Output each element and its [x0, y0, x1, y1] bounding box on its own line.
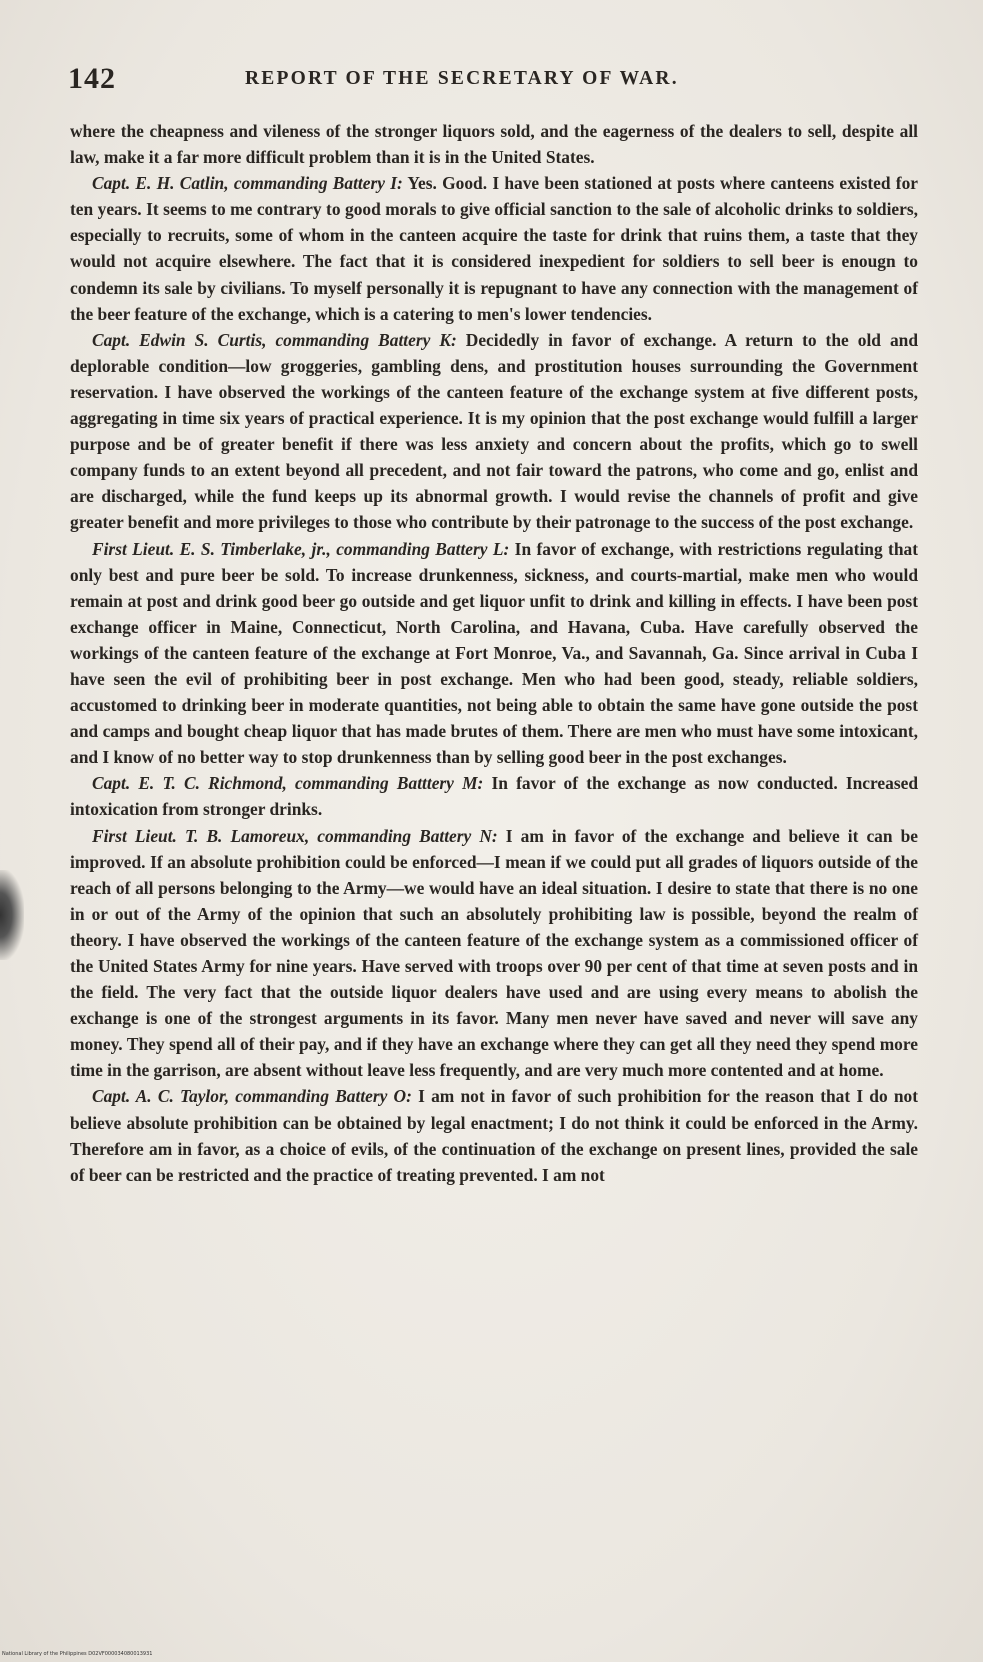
paragraph-lead: First Lieut. E. S. Timberlake, jr., commanding Battery L: — [92, 538, 510, 559]
paragraph-text: In favor of the exchange as now conducted. Increased intoxication from stronger drinks. — [70, 773, 918, 820]
paragraph-catlin — [70, 170, 918, 327]
paragraph-text: I am not in favor of such prohibition for the reason that I do not believe absolute prohibition can be obtained by legal enactment; I do not think it could be enforced in the Army. Therefore am in favor, as a choice of evils, of the continuation of the exchange on present lines, provided the sale of beer can be restricted and the practice of treating prevented. I am not — [70, 1086, 919, 1185]
scan-credit: National Library of the Philippines D02VF000034080013931 — [2, 1651, 153, 1657]
running-title: REPORT OF THE SECRETARY OF WAR. — [245, 68, 679, 89]
body-text — [70, 118, 918, 1188]
binding-shadow — [0, 870, 24, 960]
paragraph-text: Yes. Good. I have been stationed at posts where canteens existed for ten years. It seems to me contrary to good morals to give official sanction to the sale of alcoholic drinks to soldiers, especially to recruits, some of whom in the canteen acquire the taste for drink that ruins them, a taste that they would not acquire elsewhere. The fact that it is considered inexpedient for soldiers to sell beer is enougn to condemn its sale by civilians. To myself personally it is repugnant to have any connection with the management of the beer feature of the exchange, which is a catering to men's lower tendencies. — [70, 173, 919, 324]
paragraph-lead: Capt. Edwin S. Curtis, commanding Battery K: — [92, 329, 457, 350]
paragraph-text: where the cheapness and vileness of the stronger liquors sold, and the eagerness of the dealers to sell, despite all law, make it a far more difficult problem than it is in the United States. — [70, 121, 918, 168]
paragraph-text: In favor of exchange, with restrictions regulating that only best and pure beer be sold. To increase drunkenness, sickness, and courts-martial, make men who would remain at post and drink good beer go outside and get liquor unfit to drink and killing in effects. I have been post exchange officer in Maine, Connecticut, North Carolina, and Havana, Cuba. Have carefully observed the workings of the canteen feature of the exchange at Fort Monroe, Va., and Savannah, Ga. Since arrival in Cuba I have seen the evil of prohibiting beer in post exchange. Men who had been good, steady, reliable soldiers, accustomed to drinking beer in moderate quantities, not being able to obtain the same have gone outside the post and camps and bought cheap liquor that has made brutes of them. There are men who must have some intoxicant, and I know of no better way to stop drunkenness than by selling good beer in the post exchanges. — [70, 538, 918, 768]
paragraph-continuation — [70, 118, 918, 170]
paragraph-taylor — [70, 1083, 918, 1187]
paragraph-curtis — [70, 327, 918, 536]
paragraph-lead: Capt. E. H. Catlin, commanding Battery I: — [92, 173, 403, 194]
paragraph-lead: Capt. A. C. Taylor, commanding Battery O: — [92, 1086, 412, 1107]
paragraph-lead: First Lieut. T. B. Lamoreux, commanding Battery N: — [92, 825, 498, 846]
paragraph-lamoreux — [70, 823, 918, 1084]
paragraph-lead: Capt. E. T. C. Richmond, commanding Batttery M: — [92, 773, 484, 794]
paragraph-timberlake — [70, 536, 918, 771]
paragraph-text: Decidedly in favor of exchange. A return to the old and deplorable condition—low groggeries, gambling dens, and prostitution houses surrounding the Government reservation. I have observed the workings of the canteen feature of the exchange system at five different posts, aggregating in time six years of practical experience. It is my opinion that the post exchange would fulfill a larger purpose and be of greater benefit if there was less anxiety and concern about the profits, which go to swell company funds to an extent beyond all precedent, and not fair toward the patrons, who come and go, enlist and are discharged, while the fund keeps up its abnormal growth. I would revise the channels of profit and give greater benefit and more privileges to those who contribute by their patronage to the success of the post exchange. — [70, 329, 918, 533]
paragraph-richmond — [70, 770, 918, 822]
page-number: 142 — [68, 62, 116, 95]
paragraph-text: I am in favor of the exchange and believe it can be improved. If an absolute prohibition could be enforced—I mean if we could put all grades of liquors outside of the reach of all persons belonging to the Army—we would have an ideal situation. I desire to state that there is no one in or out of the Army of the opinion that such an absolutely prohibiting law is possible, beyond the realm of theory. I have observed the workings of the canteen feature of the exchange system as a commissioned officer of the United States Army for nine years. Have served with troops over 90 per cent of that time at seven posts and in the field. The very fact that the outside liquor dealers have used and are using every means to abolish the exchange is one of the strongest arguments in its favor. Many men never have saved and never will save any money. They spend all of their pay, and if they have an exchange where they can get all they need they spend more time in the garrison, are absent without leave less frequently, and are very much more contented and at home. — [70, 825, 919, 1081]
